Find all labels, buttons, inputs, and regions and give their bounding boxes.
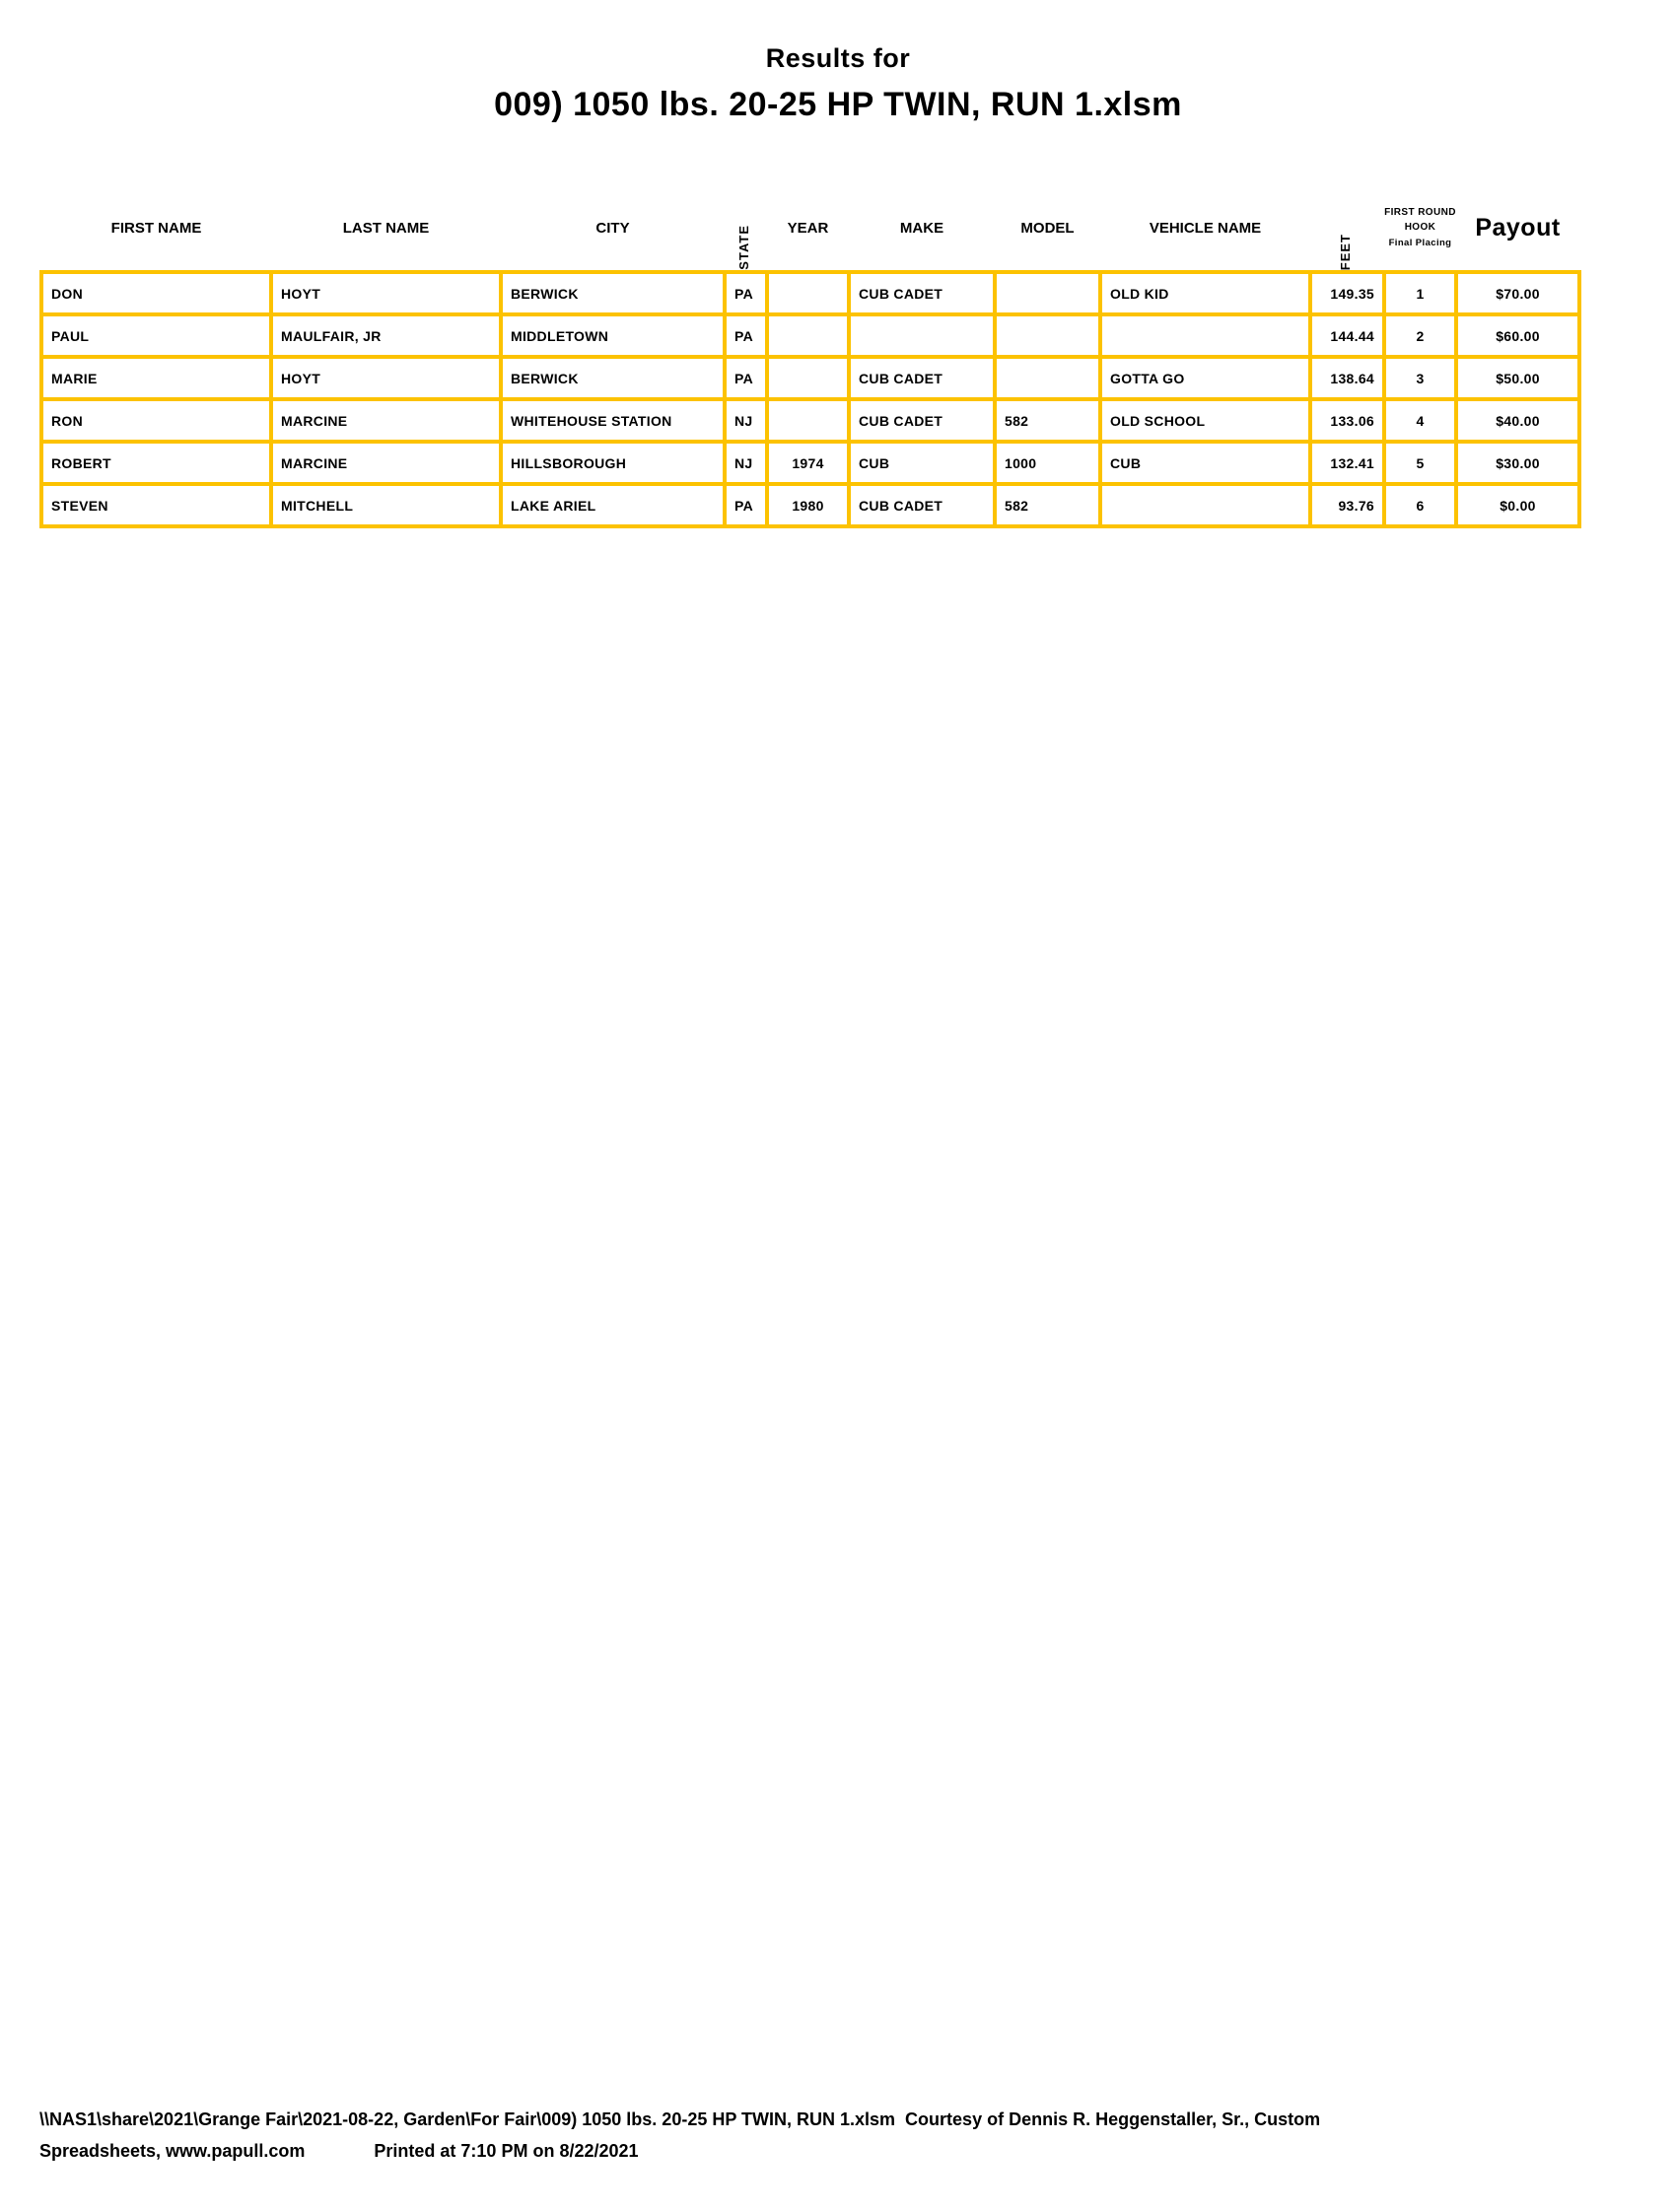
col-header-model: MODEL <box>1020 219 1075 237</box>
col-header-first-round-hook <box>1384 185 1456 272</box>
cell-make: CUB CADET <box>849 272 995 314</box>
cell-vehicle-name: OLD SCHOOL <box>1100 399 1310 442</box>
results-table-header <box>41 185 1579 272</box>
cell-vehicle-name: CUB <box>1100 442 1310 484</box>
cell-year <box>767 399 849 442</box>
cell-year: 1974 <box>767 442 849 484</box>
footer-line2 <box>39 2135 1637 2167</box>
cell-city: BERWICK <box>501 357 725 399</box>
cell-last-name: MAULFAIR, JR <box>271 314 501 357</box>
table-row <box>41 484 1579 526</box>
cell-state: PA <box>725 484 767 526</box>
cell-feet: 149.35 <box>1310 272 1384 314</box>
cell-vehicle-name <box>1100 314 1310 357</box>
cell-payout: $70.00 <box>1456 272 1579 314</box>
cell-city: HILLSBOROUGH <box>501 442 725 484</box>
col-header-first-name: FIRST NAME <box>110 219 202 237</box>
cell-model <box>995 272 1100 314</box>
cell-payout: $30.00 <box>1456 442 1579 484</box>
cell-placing: 5 <box>1384 442 1456 484</box>
cell-last-name: MARCINE <box>271 442 501 484</box>
cell-year <box>767 314 849 357</box>
cell-first-name: ROBERT <box>41 442 271 484</box>
cell-payout: $50.00 <box>1456 357 1579 399</box>
table-row <box>41 357 1579 399</box>
header-row <box>41 185 1579 272</box>
cell-last-name: MITCHELL <box>271 484 501 526</box>
footer-printed-timestamp: Printed at 7:10 PM on 8/22/2021 <box>374 2141 639 2161</box>
col-header-city: CITY <box>595 219 630 237</box>
col-header-state-label: STATE <box>736 225 751 270</box>
cell-placing: 4 <box>1384 399 1456 442</box>
cell-placing: 3 <box>1384 357 1456 399</box>
cell-placing: 1 <box>1384 272 1456 314</box>
footer-credit: Spreadsheets, www.papull.com <box>39 2141 306 2161</box>
cell-year <box>767 272 849 314</box>
cell-first-name: PAUL <box>41 314 271 357</box>
cell-payout: $60.00 <box>1456 314 1579 357</box>
col-header-year: YEAR <box>787 219 829 237</box>
cell-city: LAKE ARIEL <box>501 484 725 526</box>
cell-last-name: MARCINE <box>271 399 501 442</box>
cell-feet: 138.64 <box>1310 357 1384 399</box>
cell-make: CUB CADET <box>849 357 995 399</box>
table-row <box>41 272 1579 314</box>
cell-model: 1000 <box>995 442 1100 484</box>
page-subtitle-filename: 009) 1050 lbs. 20-25 HP TWIN, RUN 1.xlsm <box>494 86 1182 123</box>
cell-feet: 93.76 <box>1310 484 1384 526</box>
cell-vehicle-name: OLD KID <box>1100 272 1310 314</box>
hook-header-line3: Final Placing <box>1388 237 1452 248</box>
cell-feet: 132.41 <box>1310 442 1384 484</box>
cell-state: PA <box>725 314 767 357</box>
page-title: Results for <box>765 43 911 73</box>
cell-vehicle-name <box>1100 484 1310 526</box>
results-table <box>39 185 1581 528</box>
cell-state: PA <box>725 272 767 314</box>
cell-state: NJ <box>725 399 767 442</box>
table-row <box>41 442 1579 484</box>
col-header-vehicle-name: VEHICLE NAME <box>1149 219 1262 237</box>
col-header-feet <box>1310 185 1384 272</box>
cell-city: MIDDLETOWN <box>501 314 725 357</box>
cell-state: PA <box>725 357 767 399</box>
results-table-body <box>41 272 1579 526</box>
cell-make: CUB <box>849 442 995 484</box>
cell-model: 582 <box>995 484 1100 526</box>
table-row <box>41 314 1579 357</box>
table-row <box>41 399 1579 442</box>
cell-state: NJ <box>725 442 767 484</box>
page-footer <box>39 2104 1637 2167</box>
cell-last-name: HOYT <box>271 272 501 314</box>
cell-payout: $40.00 <box>1456 399 1579 442</box>
col-header-make: MAKE <box>899 219 944 237</box>
col-header-feet-label: FEET <box>1338 233 1353 270</box>
col-header-last-name: LAST NAME <box>342 219 430 237</box>
cell-model: 582 <box>995 399 1100 442</box>
cell-city: WHITEHOUSE STATION <box>501 399 725 442</box>
cell-last-name: HOYT <box>271 357 501 399</box>
cell-feet: 133.06 <box>1310 399 1384 442</box>
hook-header-line1: FIRST ROUND <box>1384 206 1456 218</box>
cell-vehicle-name: GOTTA GO <box>1100 357 1310 399</box>
cell-first-name: DON <box>41 272 271 314</box>
cell-first-name: STEVEN <box>41 484 271 526</box>
cell-first-name: MARIE <box>41 357 271 399</box>
footer-file-path: \\NAS1\share\2021\Grange Fair\2021-08-22, Garden\For Fair\009) 1050 lbs. 20-25 HP TWIN, RUN 1.xlsm Courtesy of Dennis R. Heggenstaller, Sr., Custom <box>39 2109 1321 2129</box>
cell-feet: 144.44 <box>1310 314 1384 357</box>
cell-year: 1980 <box>767 484 849 526</box>
cell-placing: 6 <box>1384 484 1456 526</box>
cell-year <box>767 357 849 399</box>
cell-model <box>995 357 1100 399</box>
col-header-payout: Payout <box>1475 213 1561 242</box>
cell-payout: $0.00 <box>1456 484 1579 526</box>
hook-header-line2: HOOK <box>1404 222 1436 234</box>
cell-model <box>995 314 1100 357</box>
col-header-state <box>725 185 767 272</box>
cell-make <box>849 314 995 357</box>
cell-make: CUB CADET <box>849 484 995 526</box>
cell-placing: 2 <box>1384 314 1456 357</box>
cell-first-name: RON <box>41 399 271 442</box>
cell-make: CUB CADET <box>849 399 995 442</box>
cell-city: BERWICK <box>501 272 725 314</box>
